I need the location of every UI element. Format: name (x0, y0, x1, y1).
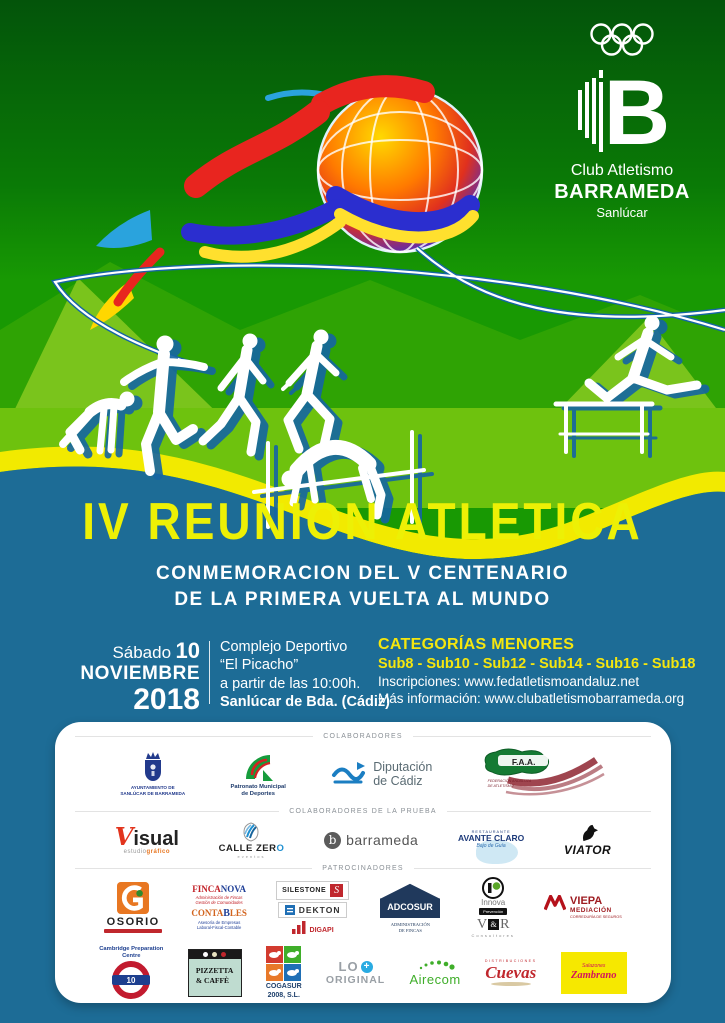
divider-line (447, 811, 651, 812)
diputacion-icon (331, 760, 367, 788)
event-date (72, 638, 200, 715)
osorio-red-bar (104, 929, 162, 933)
patrocinadores-row2 (75, 942, 651, 1004)
logo-viepa (544, 895, 622, 919)
cogasur-square-green (284, 946, 301, 963)
barrameda-circle-b-icon: b (324, 832, 341, 849)
faa-line2: DE ATLETISMO (487, 783, 514, 788)
b-mark-letter: B (603, 62, 667, 164)
adcosur-wordmark: ADCOSUR (387, 902, 434, 913)
club-name-line2: BARRAMEDA (554, 181, 690, 203)
logo-avanteclaro (458, 830, 524, 850)
callezero-shield-icon (241, 822, 261, 842)
logo-fincanova-contables (191, 884, 247, 930)
avanteclaro-top: RESTAURANTE (471, 830, 511, 835)
looriginal-top (339, 960, 373, 973)
osorio-wordmark: OSORIO (106, 915, 160, 928)
diputacion-line1: Diputación (373, 759, 433, 774)
fincanova-p2: NOVA (220, 884, 247, 895)
silestone-box (276, 881, 349, 900)
logo-viator (564, 823, 611, 857)
faa-line1: FEDERACIÓN ANDALUZA (487, 779, 532, 783)
fincanova-p1: FINCA (192, 884, 221, 895)
adcosur-sub1: ADMINISTRACIÓN (390, 922, 430, 928)
visual-rest: isual (133, 828, 179, 850)
adcosur-sub (391, 922, 430, 934)
visual-sub2: gráfico (146, 849, 170, 855)
logo-visual (114, 822, 179, 855)
day-number: 10 (175, 638, 200, 663)
patronato-line1: Patronato Municipal (230, 783, 286, 790)
categories-block (378, 636, 695, 706)
faa-icon (478, 746, 606, 802)
logo-looriginal (326, 960, 385, 986)
cogasur-line1: COGASUR (265, 983, 302, 991)
cogasur-wordmark (266, 983, 302, 1000)
logo-zambrano (561, 952, 627, 994)
logo-barrameda (324, 832, 418, 849)
adcosur-sub2: DE FINCAS (398, 928, 422, 933)
innova-circle-icon (482, 877, 504, 899)
visual-wordmark (114, 822, 179, 851)
club-logo (537, 22, 707, 220)
dot-cream (212, 952, 217, 957)
callezero-text: CALLE ZER (218, 842, 277, 854)
silestone-wordmark: SILESTONE (282, 886, 327, 894)
cambridge-line1: Cambridge Preparation (99, 945, 164, 952)
categories-list: Sub8 - Sub10 - Sub12 - Sub14 - Sub16 - Sub18 (378, 656, 696, 672)
event-year: 2018 (133, 682, 200, 716)
cambridge-number: 10 (126, 976, 136, 986)
logo-cambridge (99, 946, 163, 1000)
divider-line (75, 736, 313, 737)
innova-wordmark: Innova (481, 897, 506, 907)
viepa-w-icon (544, 895, 566, 911)
fincanova-sub1: Administración de Fincas (195, 894, 243, 900)
section-label-colaboradores: COLABORADORES (323, 733, 403, 740)
event-month: NOVIEMBRE (80, 663, 200, 684)
categories-heading: CATEGORÍAS MENORES (378, 636, 575, 653)
viepa-sub: CORREDURÍA DE SEGUROS (570, 915, 622, 920)
vyr-amp-icon: & (488, 919, 499, 930)
cambridge-label (99, 946, 163, 960)
cogasur-square-red (266, 946, 283, 963)
callezero-wordmark (219, 843, 285, 854)
adcosur-house-icon (378, 880, 442, 920)
contables-sub2: Laboral-Fiscal-Contable (196, 924, 242, 930)
poster-subtitle-1: CONMEMORACION DEL V CENTENARIO (155, 563, 570, 584)
cogasur-square-orange (266, 964, 283, 981)
logo-faa (478, 746, 606, 802)
club-name-line3: Sanlúcar (596, 205, 648, 220)
viepa-wordmark: VIEPA (570, 894, 603, 907)
dot-red (221, 952, 226, 957)
barrameda-b-mark (537, 60, 707, 164)
dot-white (203, 952, 208, 957)
airecom-wordmark: Airecom (409, 971, 461, 987)
plus-circle-icon: + (361, 961, 373, 973)
looriginal-lo: LO (338, 959, 359, 975)
logo-osorio (104, 882, 162, 933)
viator-horse-icon (578, 823, 598, 843)
patronato-label (230, 784, 285, 798)
logo-cogasur (266, 946, 302, 1000)
olympic-rings-icon (577, 22, 667, 58)
visual-v: V (114, 822, 134, 851)
diputacion-label (373, 760, 432, 789)
dekton-icon (285, 905, 295, 915)
logo-cuevas (485, 960, 537, 986)
silestone-s-icon: S (330, 884, 343, 897)
logo-silestone-dekton-digapi (276, 881, 349, 934)
logo-patronato (230, 750, 285, 798)
section-label-patrocinadores: PATROCINADORES (322, 865, 404, 872)
poster-title: IV REUNION ATLETICA (82, 491, 643, 551)
zambrano-top: Salazones (582, 963, 606, 970)
faa-acronym: F.A.A. (511, 757, 536, 767)
zambrano-wordmark: Zambrano (570, 969, 617, 981)
club-name-line1: Club Atletismo (570, 162, 674, 179)
vyr-wordmark (477, 917, 509, 933)
pizzetta-line1: PIZZETTA (195, 966, 234, 975)
fincanova-block (192, 884, 246, 905)
event-day (72, 638, 200, 664)
visual-sub1: estudio (123, 849, 147, 855)
faa-label (488, 779, 532, 788)
patrocinadores-row1 (75, 875, 651, 939)
vyr-v: V (476, 916, 488, 932)
ayuntamiento-crest-icon (140, 751, 166, 783)
ayuntamiento-line1: AYUNTAMIENTO DE (130, 785, 175, 791)
divider-line (75, 868, 312, 869)
airecom-dots-icon (415, 960, 455, 972)
digapi-wordmark: DIGAPI (309, 926, 334, 934)
cogasur-squares-icon (266, 946, 301, 981)
patronato-icon (242, 750, 274, 782)
ayuntamiento-label (120, 785, 185, 797)
contables-p2: LES (229, 907, 247, 918)
logo-adcosur (378, 880, 442, 934)
pizzetta-line2: & CAFFÈ (195, 975, 230, 985)
dekton-box (278, 902, 348, 918)
section-colaboradores (75, 733, 651, 740)
vyr-r: R (500, 916, 510, 932)
divider-line (414, 868, 651, 869)
colaboradores-prueba-row (75, 818, 651, 862)
venue-line2: “El Picacho” (220, 657, 299, 674)
cuevas-top: DISTRIBUCIONES (484, 959, 537, 964)
venue-line3: a partir de las 10:00h. (220, 675, 361, 692)
contables-sub1: Asesoría de Empresas (197, 919, 241, 925)
fincanova-sub2: Gestión de Comunidades (195, 899, 243, 905)
venue-line4: Sanlúcar de Bda. (Cádiz) (220, 693, 391, 710)
inscriptions-url: Inscripciones: www.fedatletismoandaluz.net (378, 674, 640, 689)
logo-airecom (409, 960, 460, 987)
sponsors-card (55, 722, 671, 1003)
section-label-prueba: COLABORADORES DE LA PRUEBA (289, 808, 437, 815)
innova-sub: Prevención (479, 908, 507, 915)
more-info-url: Más información: www.clubatletismobarrameda.org (378, 691, 685, 706)
logo-pizzetta (188, 949, 242, 997)
colaboradores-row (75, 743, 651, 805)
viator-wordmark: VIATOR (563, 843, 612, 857)
contables-p1: CONTA (191, 907, 224, 918)
osorio-icon (117, 882, 149, 914)
logo-diputacion (331, 760, 432, 789)
vyr-sub: Consultores (471, 932, 515, 938)
avanteclaro-sub: Bajo de Guía (476, 843, 506, 850)
day-name: Sábado (112, 643, 172, 662)
cogasur-line2: 2008, S.L. (267, 991, 300, 999)
section-patrocinadores (75, 865, 651, 872)
callezero-o: O (276, 842, 285, 854)
pizzetta-wordmark (196, 966, 233, 986)
looriginal-original: ORIGINAL (325, 974, 386, 987)
contables-block (191, 908, 247, 930)
poster-subtitle-2: DE LA PRIMERA VUELTA AL MUNDO (174, 589, 551, 610)
digapi-bars-icon (292, 921, 308, 934)
visual-sub (124, 849, 170, 855)
date-venue-divider (209, 641, 210, 704)
callezero-sub: eventos (237, 853, 266, 859)
contables-wordmark (191, 908, 247, 920)
barrameda-wordmark: barrameda (346, 832, 419, 848)
ayuntamiento-line2: SANLÚCAR DE BARRAMEDA (120, 791, 186, 796)
viepa-line2: MEDIACIÓN (570, 906, 612, 914)
logo-callezero (219, 822, 285, 859)
fincanova-wordmark (192, 884, 246, 895)
cambridge-roundel-icon (111, 960, 151, 1000)
cuevas-swoosh (491, 982, 531, 986)
cuevas-wordmark: Cuevas (485, 962, 537, 982)
b-mark-bars-icon (578, 68, 604, 152)
logo-innova-vyr (472, 877, 515, 938)
venue-line1: Complejo Deportivo (220, 639, 348, 655)
logo-ayuntamiento (120, 751, 185, 797)
section-prueba (75, 808, 651, 815)
dekton-wordmark: DEKTON (298, 904, 341, 915)
digapi-block (292, 921, 334, 934)
pizzetta-dots-bar (189, 950, 241, 959)
cogasur-square-blue (284, 964, 301, 981)
cambridge-line2: Centre (122, 953, 141, 959)
viepa-text (570, 895, 622, 919)
patronato-line2: de Deportes (241, 791, 275, 797)
diputacion-line2: de Cádiz (373, 774, 423, 788)
divider-line (75, 811, 279, 812)
event-venue (220, 638, 390, 711)
contables-b: B (223, 907, 230, 919)
divider-line (413, 736, 651, 737)
avanteclaro-name: AVANTE CLARO (457, 833, 525, 844)
